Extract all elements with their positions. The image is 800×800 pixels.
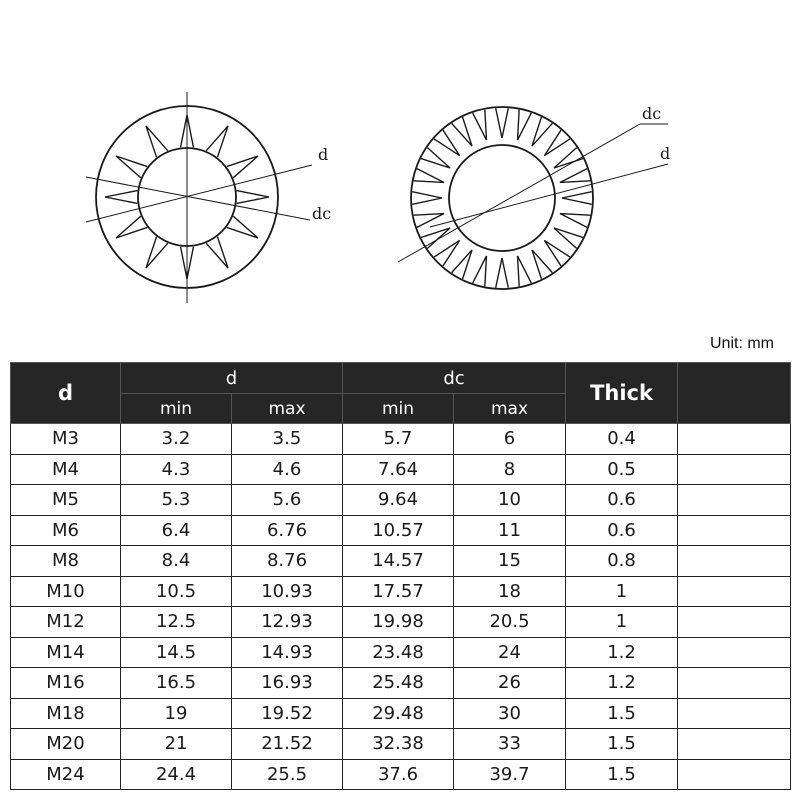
empty-cell — [678, 607, 791, 638]
dc-min-cell: 29.48 — [343, 698, 454, 729]
size-cell: M16 — [11, 668, 121, 699]
table-row — [11, 668, 791, 699]
header-d-min: min — [121, 394, 232, 424]
tooth-shape — [518, 110, 532, 140]
thick-cell: 1 — [566, 576, 678, 607]
tooth-shape — [421, 148, 450, 168]
size-cell: M14 — [11, 637, 121, 668]
dc-max-cell: 6 — [454, 424, 566, 455]
outer-teeth — [412, 108, 592, 288]
header-empty — [678, 363, 791, 424]
d-min-cell: 24.4 — [121, 759, 232, 790]
tooth-shape — [518, 256, 532, 286]
dc-max-cell: 18 — [454, 576, 566, 607]
empty-cell — [678, 546, 791, 577]
tooth-shape — [414, 214, 444, 228]
d-min-cell: 8.4 — [121, 546, 232, 577]
tooth-shape — [560, 214, 590, 228]
spec-table — [10, 362, 791, 790]
dc-max-cell: 20.5 — [454, 607, 566, 638]
thick-cell: 0.8 — [566, 546, 678, 577]
table-row — [11, 698, 791, 729]
table-body — [11, 424, 791, 790]
d-min-cell: 12.5 — [121, 607, 232, 638]
tooth-shape — [532, 250, 552, 279]
tooth-shape — [532, 117, 552, 146]
d-min-cell: 4.3 — [121, 454, 232, 485]
d-min-cell: 5.3 — [121, 485, 232, 516]
dc-max-cell: 33 — [454, 729, 566, 760]
empty-cell — [678, 576, 791, 607]
dc-min-cell: 7.64 — [343, 454, 454, 485]
dc-max-cell: 15 — [454, 546, 566, 577]
thick-cell: 0.4 — [566, 424, 678, 455]
size-cell: M3 — [11, 424, 121, 455]
dc-min-cell: 25.48 — [343, 668, 454, 699]
dc-max-cell: 39.7 — [454, 759, 566, 790]
header-thick: Thick — [566, 363, 678, 424]
tooth-shape — [105, 191, 137, 204]
d-max-cell: 8.76 — [232, 546, 343, 577]
table-row — [11, 546, 791, 577]
size-cell: M4 — [11, 454, 121, 485]
d-max-cell: 5.6 — [232, 485, 343, 516]
d-min-cell: 6.4 — [121, 515, 232, 546]
d-min-cell: 10.5 — [121, 576, 232, 607]
header-size: d — [11, 363, 121, 424]
thick-cell: 1.2 — [566, 637, 678, 668]
tooth-shape — [496, 258, 509, 288]
empty-cell — [678, 637, 791, 668]
unit-label: Unit: mm — [710, 335, 774, 352]
tooth-shape — [560, 169, 590, 183]
tooth-shape — [452, 250, 472, 279]
empty-cell — [678, 759, 791, 790]
dc-max-cell: 26 — [454, 668, 566, 699]
right-label-d: d — [660, 144, 671, 163]
empty-cell — [678, 698, 791, 729]
thick-cell: 1.2 — [566, 668, 678, 699]
thick-cell: 0.6 — [566, 485, 678, 516]
size-cell: M5 — [11, 485, 121, 516]
dc-min-cell: 37.6 — [343, 759, 454, 790]
left-label-dc: dc — [312, 204, 332, 223]
tooth-shape — [421, 228, 450, 248]
tooth-shape — [237, 191, 269, 204]
dc-max-cell: 11 — [454, 515, 566, 546]
washer-drawings — [0, 0, 800, 340]
dc-min-cell: 10.57 — [343, 515, 454, 546]
thick-cell: 1.5 — [566, 759, 678, 790]
right-label-dc: dc — [642, 104, 662, 123]
dc-min-cell: 14.57 — [343, 546, 454, 577]
dc-min-cell: 5.7 — [343, 424, 454, 455]
d-max-cell: 3.5 — [232, 424, 343, 455]
d-max-cell: 6.76 — [232, 515, 343, 546]
tooth-shape — [554, 228, 583, 248]
leader-line-dc — [398, 124, 640, 262]
dc-min-cell: 19.98 — [343, 607, 454, 638]
empty-cell — [678, 485, 791, 516]
thick-cell: 1 — [566, 607, 678, 638]
d-max-cell: 25.5 — [232, 759, 343, 790]
header-group-d: d — [121, 363, 343, 394]
empty-cell — [678, 515, 791, 546]
d-max-cell: 12.93 — [232, 607, 343, 638]
d-max-cell: 16.93 — [232, 668, 343, 699]
table-row — [11, 607, 791, 638]
table-row — [11, 424, 791, 455]
size-cell: M12 — [11, 607, 121, 638]
outer-circle — [411, 107, 593, 289]
thick-cell: 0.5 — [566, 454, 678, 485]
d-max-cell: 14.93 — [232, 637, 343, 668]
table-row — [11, 576, 791, 607]
table-row — [11, 637, 791, 668]
d-min-cell: 21 — [121, 729, 232, 760]
empty-cell — [678, 454, 791, 485]
d-max-cell: 19.52 — [232, 698, 343, 729]
empty-cell — [678, 424, 791, 455]
dc-min-cell: 9.64 — [343, 485, 454, 516]
size-cell: M6 — [11, 515, 121, 546]
dc-min-cell: 32.38 — [343, 729, 454, 760]
table-row — [11, 515, 791, 546]
size-cell: M24 — [11, 759, 121, 790]
d-min-cell: 14.5 — [121, 637, 232, 668]
dc-max-cell: 8 — [454, 454, 566, 485]
table-row — [11, 454, 791, 485]
d-min-cell: 16.5 — [121, 668, 232, 699]
left-label-d: d — [318, 145, 329, 164]
d-min-cell: 3.2 — [121, 424, 232, 455]
tooth-shape — [452, 117, 472, 146]
size-cell: M10 — [11, 576, 121, 607]
tooth-shape — [414, 169, 444, 183]
dc-min-cell: 23.48 — [343, 637, 454, 668]
d-min-cell: 19 — [121, 698, 232, 729]
d-max-cell: 21.52 — [232, 729, 343, 760]
d-max-cell: 4.6 — [232, 454, 343, 485]
table-row — [11, 729, 791, 760]
table-header — [11, 363, 791, 424]
dc-max-cell: 30 — [454, 698, 566, 729]
thick-cell: 1.5 — [566, 729, 678, 760]
size-cell: M18 — [11, 698, 121, 729]
size-cell: M8 — [11, 546, 121, 577]
header-dc-max: max — [454, 394, 566, 424]
dc-min-cell: 17.57 — [343, 576, 454, 607]
dc-max-cell: 10 — [454, 485, 566, 516]
empty-cell — [678, 668, 791, 699]
tooth-shape — [496, 108, 509, 138]
tooth-shape — [473, 256, 487, 286]
external-tooth-washer-drawing — [398, 107, 671, 289]
empty-cell — [678, 729, 791, 760]
size-cell: M20 — [11, 729, 121, 760]
tooth-shape — [562, 192, 592, 205]
thick-cell: 0.6 — [566, 515, 678, 546]
header-dc-min: min — [343, 394, 454, 424]
tooth-shape — [412, 192, 442, 205]
dc-max-cell: 24 — [454, 637, 566, 668]
internal-tooth-washer-drawing — [86, 92, 312, 303]
tooth-shape — [473, 110, 487, 140]
header-d-max: max — [232, 394, 343, 424]
d-max-cell: 10.93 — [232, 576, 343, 607]
table-row — [11, 759, 791, 790]
header-group-dc: dc — [343, 363, 566, 394]
thick-cell: 1.5 — [566, 698, 678, 729]
table-row — [11, 485, 791, 516]
